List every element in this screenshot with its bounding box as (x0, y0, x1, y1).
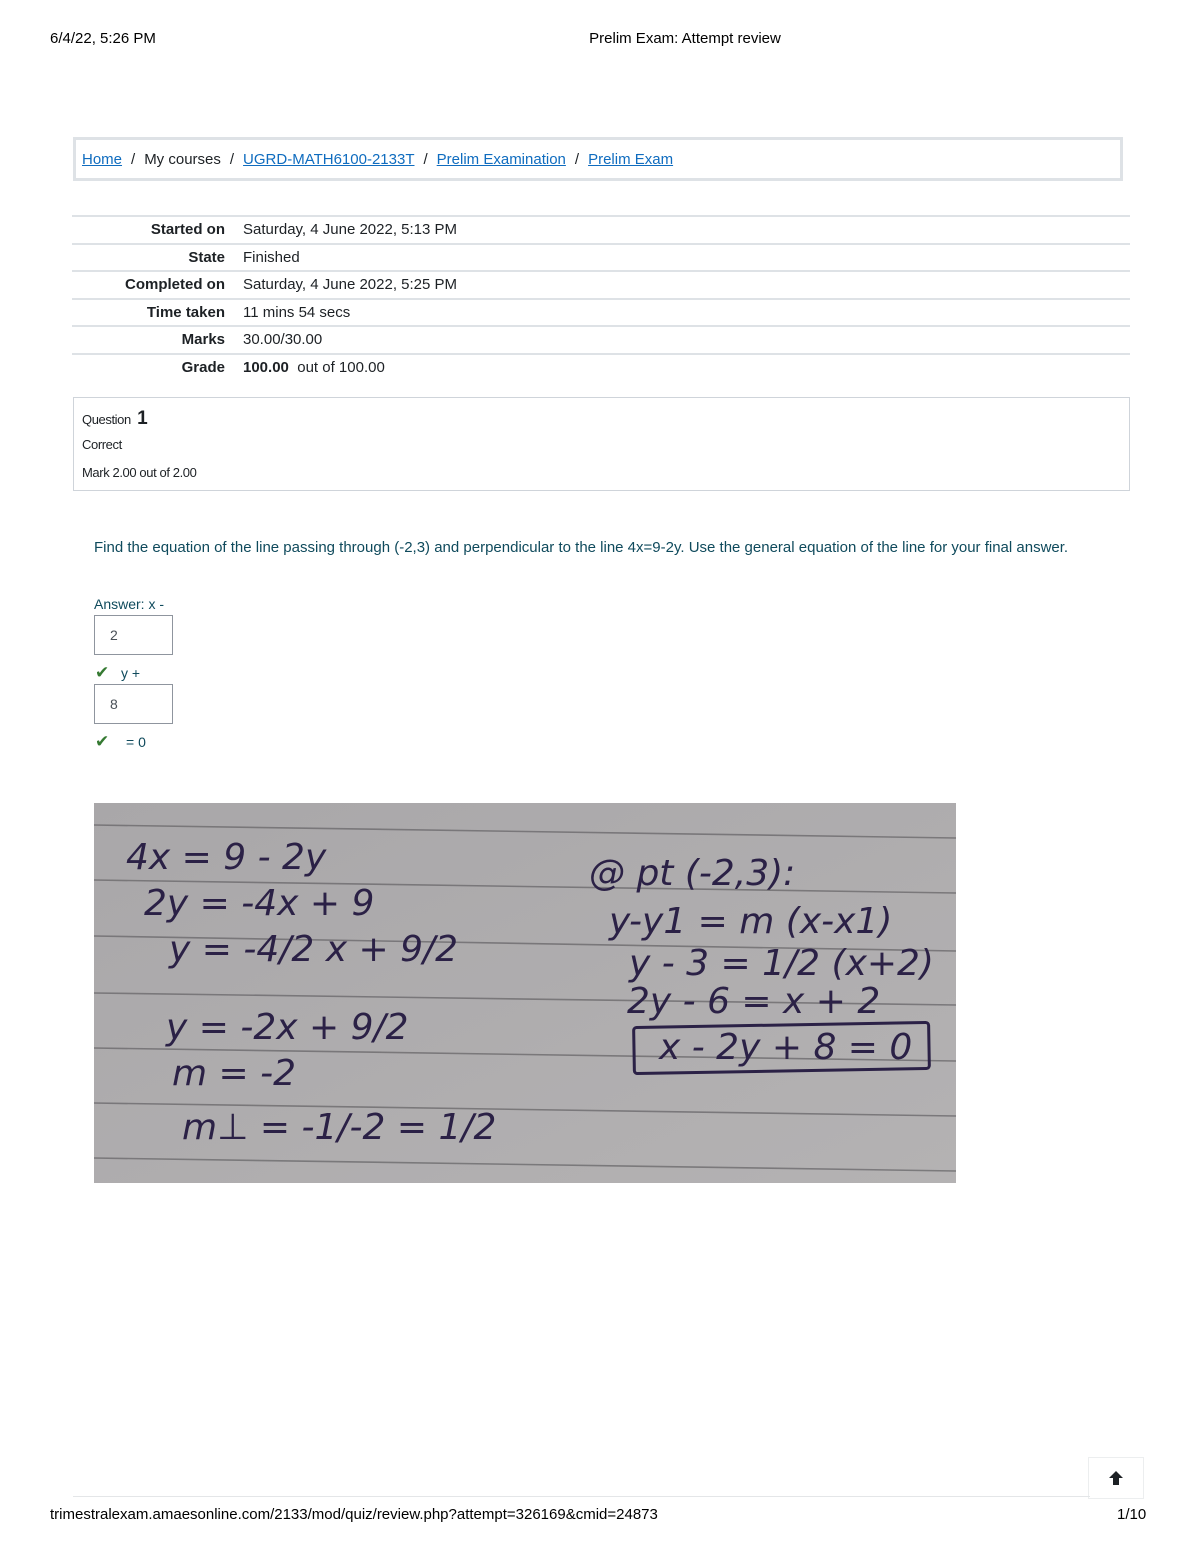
work-line: 2y - 6 = x + 2 (627, 981, 881, 1022)
arrow-up-icon (1107, 1469, 1125, 1487)
grade-out-of: out of 100.00 (297, 359, 385, 377)
answer-label: Answer: x - (94, 596, 165, 612)
breadcrumb-separator: / (229, 150, 235, 168)
work-line: 2y = -4x + 9 (144, 883, 375, 924)
breadcrumb-section-link[interactable]: Prelim Examination (436, 150, 566, 168)
answer-input-2[interactable] (94, 684, 173, 724)
summary-row-state (72, 244, 1130, 272)
started-on-label: Started on (150, 221, 225, 239)
breadcrumb-quiz-link[interactable]: Prelim Exam (588, 150, 674, 168)
summary-row-completed (72, 271, 1130, 299)
summary-row-started (72, 216, 1130, 244)
grade-score: 100.00 (243, 359, 289, 377)
summary-row-marks (72, 326, 1130, 354)
answer-input-1[interactable] (94, 615, 173, 655)
breadcrumb-separator: / (131, 150, 136, 168)
breadcrumb-separator: / (574, 150, 580, 168)
question-number-value: 1 (137, 408, 148, 429)
breadcrumb (73, 137, 1123, 181)
print-date: 6/4/22, 5:26 PM (50, 30, 156, 47)
handwritten-solution-drawing (94, 803, 956, 1183)
work-line: y - 3 = 1/2 (x+2) (629, 943, 934, 984)
question-grade: Mark 2.00 out of 2.00 (82, 465, 197, 480)
work-line: 4x = 9 - 2y (126, 837, 327, 878)
marks-label: Marks (181, 331, 225, 349)
correct-check-icon: ✔ (95, 663, 110, 683)
breadcrumb-my-courses: My courses (144, 150, 221, 168)
grade-value (243, 354, 1130, 382)
summary-row-time (72, 299, 1130, 327)
print-page-title: Prelim Exam: Attempt review (589, 30, 781, 47)
state-label: State (188, 248, 225, 266)
work-line: y = -4/2 x + 9/2 (169, 929, 459, 970)
footer-divider (73, 1496, 1090, 1497)
work-line: y = -2x + 9/2 (166, 1007, 409, 1048)
breadcrumb-home-link[interactable]: Home (82, 150, 123, 168)
question-state: Correct (82, 437, 122, 452)
marks-value: 30.00/30.00 (243, 331, 323, 349)
breadcrumb-separator: / (423, 150, 428, 168)
question-label: Question (82, 412, 131, 427)
grade-label: Grade (181, 359, 225, 377)
answer-suffix-1: y + (121, 665, 141, 681)
scroll-to-top-button[interactable] (1088, 1457, 1144, 1499)
work-line: m⊥ = -1/-2 = 1/2 (182, 1107, 497, 1148)
work-line: @ pt (-2,3): (589, 853, 796, 894)
answer-suffix-2: = 0 (126, 734, 146, 750)
print-page-number: 1/10 (1117, 1506, 1147, 1523)
time-taken-label: Time taken (146, 303, 225, 321)
time-taken-value: 11 mins 54 secs (243, 303, 351, 321)
completed-on-value: Saturday, 4 June 2022, 5:25 PM (243, 276, 458, 294)
question-text: Find the equation of the line passing through (-2,3) and perpendicular to the line 4x=9-2y. Use the general equation of the line for your final answer. (94, 539, 1069, 556)
breadcrumb-course-link[interactable]: UGRD-MATH6100-2133T (243, 150, 415, 168)
state-value: Finished (243, 248, 300, 266)
summary-row-grade (72, 354, 1130, 382)
attempt-summary-table (72, 215, 1130, 381)
handwritten-solution-image (94, 803, 956, 1183)
correct-check-icon: ✔ (95, 732, 110, 752)
completed-on-label: Completed on (125, 276, 225, 294)
question-info-box (73, 397, 1130, 491)
question-number (82, 408, 148, 430)
work-line: y-y1 = m (x-x1) (609, 901, 893, 942)
work-line: x - 2y + 8 = 0 (659, 1027, 913, 1068)
print-url: trimestralexam.amaesonline.com/2133/mod/quiz/review.php?attempt=326169&cmid=24873 (50, 1506, 658, 1523)
work-line: m = -2 (172, 1053, 297, 1094)
started-on-value: Saturday, 4 June 2022, 5:13 PM (243, 221, 458, 239)
